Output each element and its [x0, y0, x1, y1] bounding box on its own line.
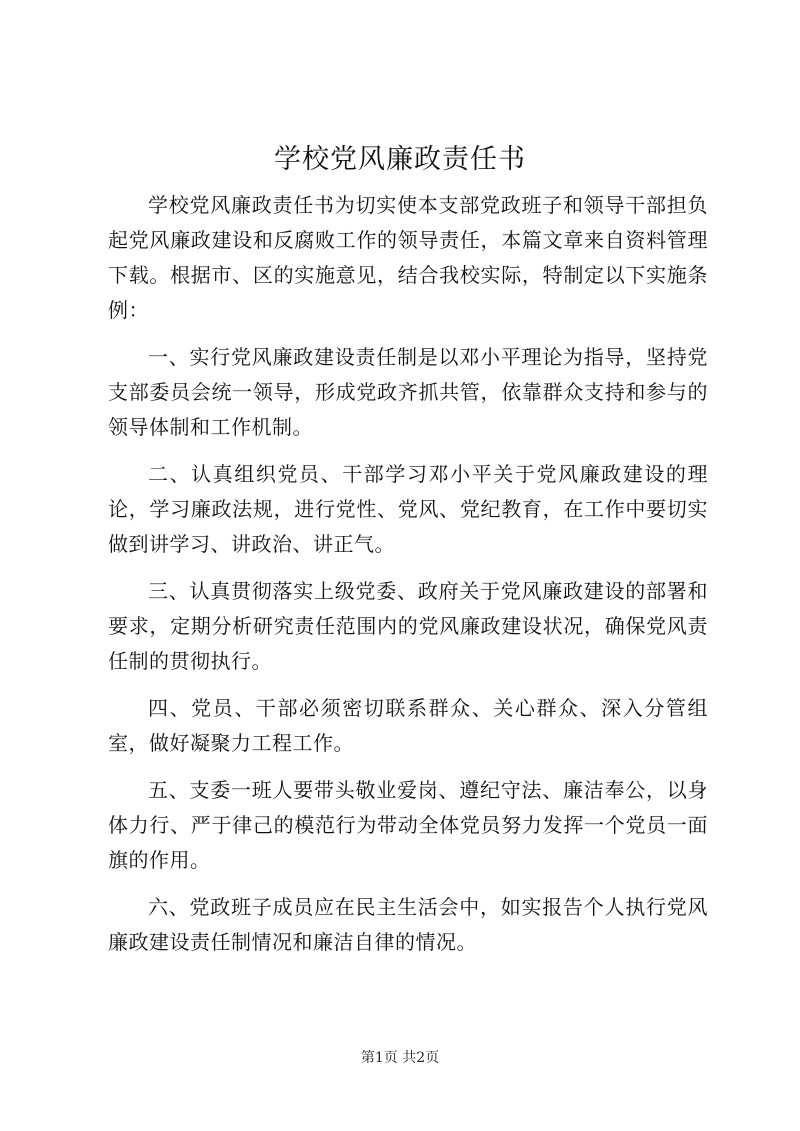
document-title: 学校党风廉政责任书 — [274, 144, 526, 175]
page-number-footer: 第1页 共2页 — [360, 1050, 440, 1066]
clause-6-paragraph: 六、党政班子成员应在民主生活会中，如实报告个人执行党风廉政建设责任制情况和廉洁自律的情况。 — [108, 895, 708, 954]
document-body — [108, 188, 708, 972]
clause-5-paragraph: 五、支委一班人要带头敬业爱岗、遵纪守法、廉洁奉公，以身体力行、严于律己的模范行为带动全体党员努力发挥一个党员一面旗的作用。 — [108, 778, 708, 872]
clause-1-paragraph: 一、实行党风廉政建设责任制是以邓小平理论为指导，坚持党支部委员会统一领导，形成党政齐抓共管，依靠群众支持和参与的领导体制和工作机制。 — [108, 345, 708, 439]
clause-4-paragraph: 四、党员、干部必须密切联系群众、关心群众、深入分管组室，做好凝聚力工程工作。 — [108, 696, 708, 755]
clause-3-paragraph: 三、认真贯彻落实上级党委、政府关于党风廉政建设的部署和要求，定期分析研究责任范围内的党风廉政建设状况，确保党风责任制的贯彻执行。 — [108, 579, 708, 673]
clause-2-paragraph: 二、认真组织党员、干部学习邓小平关于党风廉政建设的理论，学习廉政法规，进行党性、党风、党纪教育，在工作中要切实做到讲学习、讲政治、讲正气。 — [108, 462, 708, 556]
intro-paragraph: 学校党风廉政责任书为切实使本支部党政班子和领导干部担负起党风廉政建设和反腐败工作的领导责任，本篇文章来自资料管理下载。根据市、区的实施意见，结合我校实际，特制定以下实施条例： — [108, 193, 708, 322]
